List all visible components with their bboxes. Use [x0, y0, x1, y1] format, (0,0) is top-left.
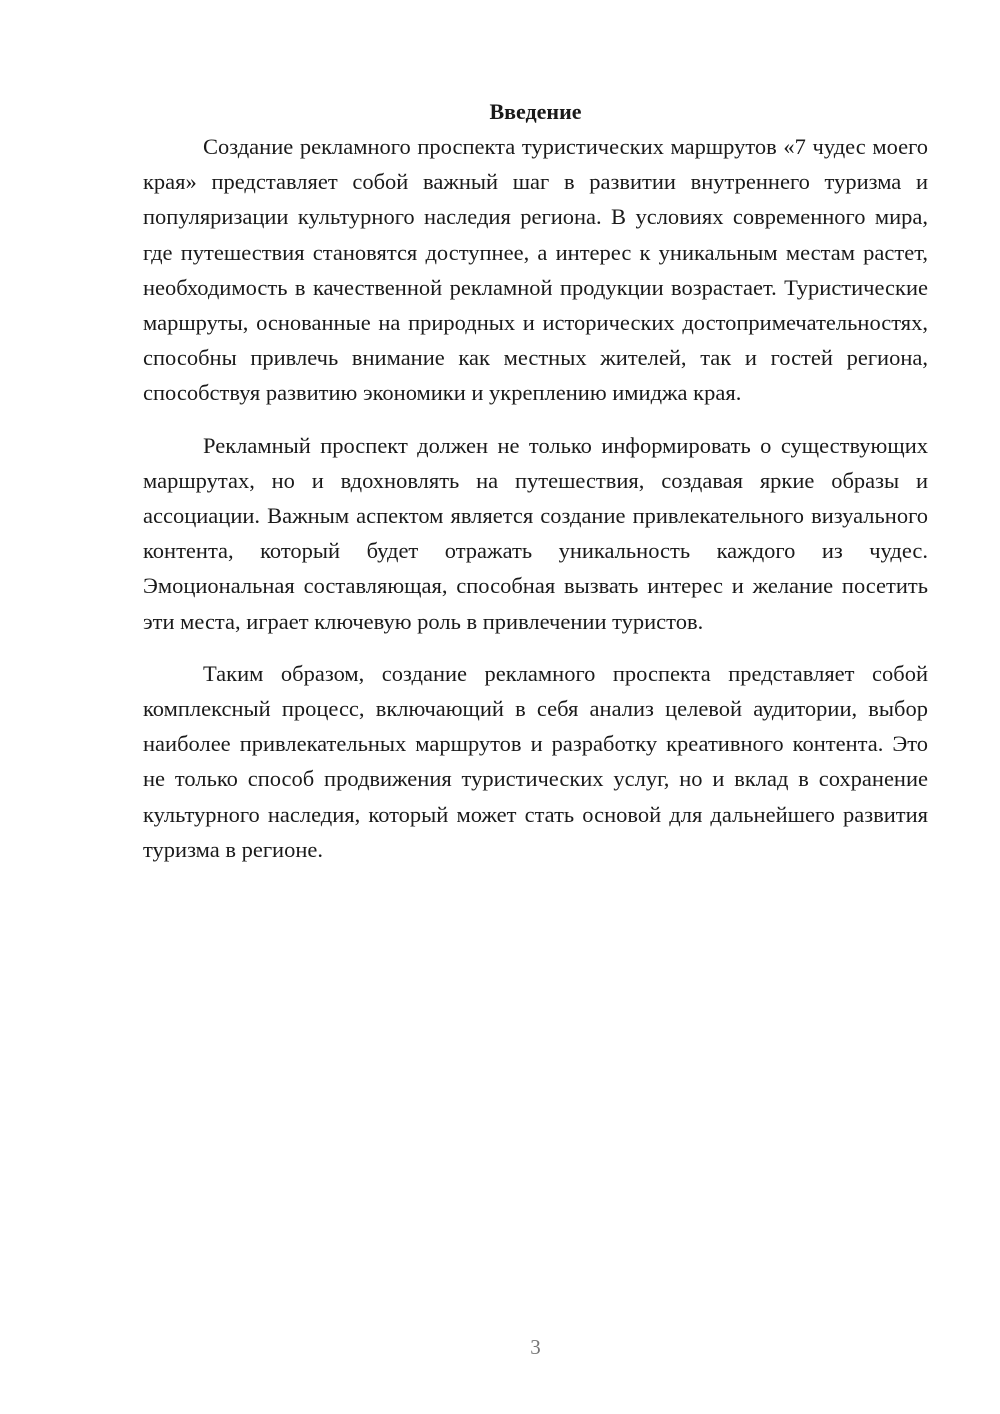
paragraph-3: Таким образом, создание рекламного проспекта представляет собой комплексный процесс, включающий в себя анализ целевой аудитории, выбор наиболее привлекательных маршрутов и разработку креативного контента. Это не только способ продвижения туристических услуг, но и вклад в сохранение культурного наследия, который может стать основой для дальнейшего развития туризма в регионе. [143, 660, 928, 862]
page-body [143, 94, 928, 884]
paragraph-2: Рекламный проспект должен не только информировать о существующих маршрутах, но и вдохновлять на путешествия, создавая яркие образы и ассоциации. Важным аспектом является создание привлекательного визуального контента, который будет отражать уникальность каждого из чудес. Эмоциональная составляющая, способная вызвать интерес и желание посетить эти места, играет ключевую роль в привлечении туристов. [143, 432, 928, 634]
page-number: 3 [530, 1335, 541, 1359]
paragraph-1: Создание рекламного проспекта туристических маршрутов «7 чудес моего края» представляет собой важный шаг в развитии внутреннего туризма и популяризации культурного наследия региона. В условиях современного мира, где путешествия становятся доступнее, а интерес к уникальным местам растет, необходимость в качественной рекламной продукции возрастает. Туристические маршруты, основанные на природных и исторических достопримечательностях, способны привлечь внимание как местных жителей, так и гостей региона, способствуя развитию экономики и укреплению имиджа края. [143, 134, 928, 406]
section-heading: Введение [489, 99, 582, 124]
